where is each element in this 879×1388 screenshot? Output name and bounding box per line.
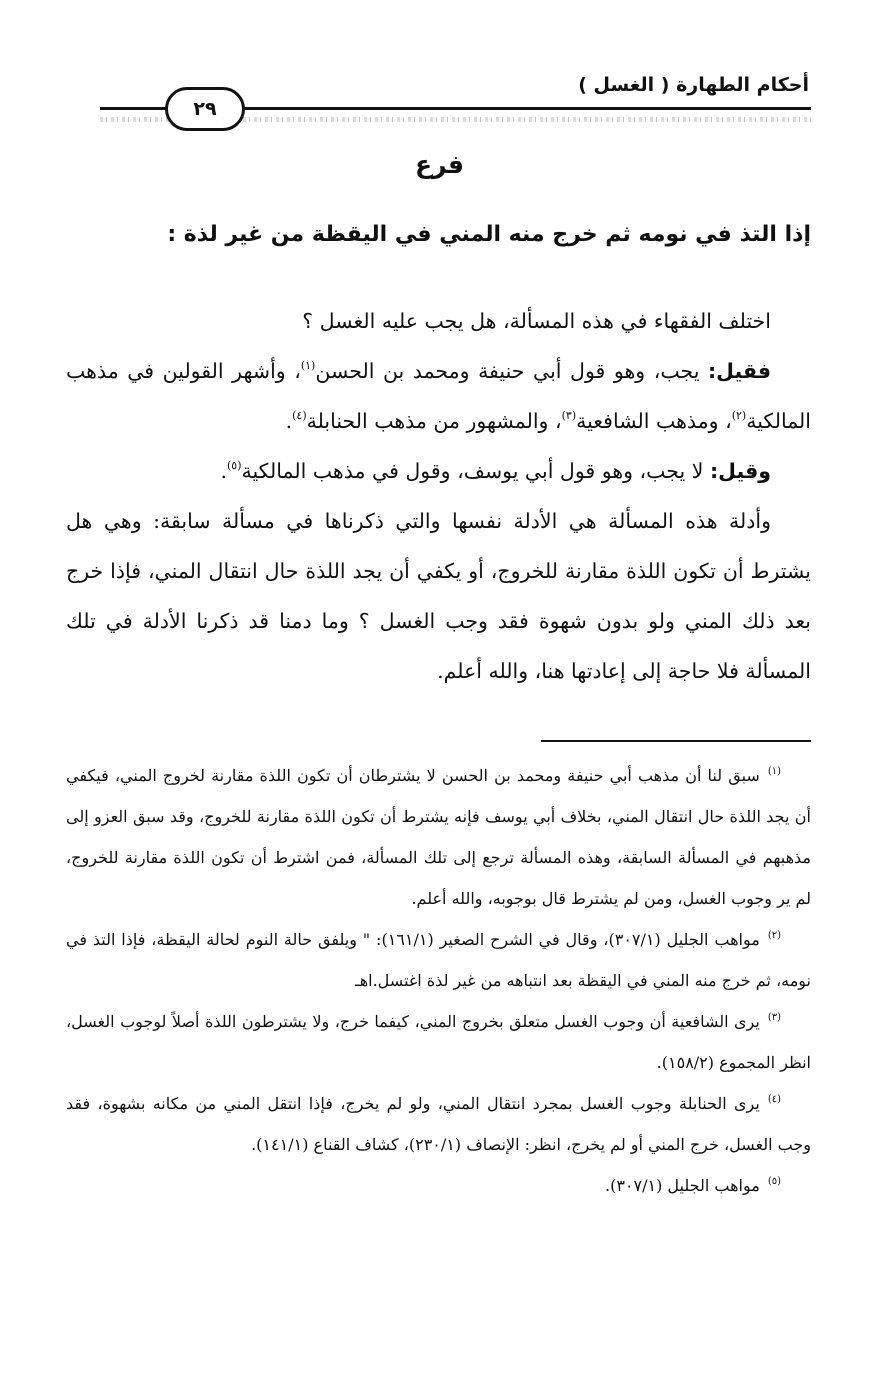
footnote-3-text: يرى الشافعية أن وجوب الغسل متعلق بخروج المني، كيفما خرج، ولا يشترطون اللذة أصلاً لوجوب الغسل، انظر المجموع (١٥٨/٢). — [66, 1012, 811, 1072]
section-label: فرع — [415, 150, 464, 179]
footnote-4 — [66, 1083, 811, 1165]
question-heading: إذا التذ في نومه ثم خرج منه المني في اليقظة من غير لذة : — [167, 222, 811, 247]
footnote-1 — [66, 755, 811, 919]
second-opinion-lead: وقيل: — [709, 459, 771, 483]
footnote-ref-4[interactable]: (٤) — [292, 409, 307, 422]
first-opinion-text-2: ، وأشهر القولين في مذهب المالكية — [66, 359, 811, 433]
first-opinion-text-3: ، ومذهب الشافعية — [576, 409, 732, 433]
footnote-2-mark: (٢) — [767, 930, 782, 941]
footnote-4-mark: (٤) — [767, 1094, 781, 1105]
first-opinion-text-5: . — [285, 409, 293, 433]
footnote-ref-3[interactable]: (٣) — [561, 409, 577, 422]
footnote-3-mark: (٣) — [767, 1012, 782, 1023]
second-opinion-paragraph — [66, 446, 811, 496]
second-opinion-text-1: لا يجب، وهو قول أبي يوسف، وقول في مذهب المالكية — [241, 459, 710, 483]
intro-paragraph: اختلف الفقهاء في هذه المسألة، هل يجب عليه الغسل ؟ — [302, 309, 771, 333]
page-number: ٢٩ — [165, 87, 245, 131]
footnote-separator — [541, 740, 811, 742]
first-opinion-paragraph — [66, 346, 811, 446]
first-opinion-text-1: يجب، وهو قول أبي حنيفة ومحمد بن الحسن — [315, 359, 708, 383]
footnote-ref-2[interactable]: (٢) — [731, 409, 747, 422]
footnote-5 — [66, 1165, 811, 1206]
footnote-3 — [66, 1001, 811, 1083]
footnote-2 — [66, 919, 811, 1001]
evidence-paragraph: وأدلة هذه المسألة هي الأدلة نفسها والتي ذكرناها في مسألة سابقة: وهي هل يشترط أن تكون اللذة مقارنة للخروج، أو يكفي أن يجد اللذة حال انتقال المني، فإذا خرج بعد ذلك المني ولو بدون شهوة فقد وجب الغسل ؟ وما دمنا قد ذكرنا الأدلة في تلك المسألة فلا حاجة إلى إعادتها هنا، والله أعلم. — [66, 509, 811, 683]
footnote-1-text: سبق لنا أن مذهب أبي حنيفة ومحمد بن الحسن لا يشترطان أن تكون اللذة مقارنة لخروج المني، فيكفي أن يجد اللذة حال انتقال المني، بخلاف أبي يوسف فإنه يشترط أن تكون اللذة مقارنة للخروج، وقد سبق العزو إلى مذهبهم في المسألة السابقة، وهذه المسألة ترجع إلى تلك المسألة، فمن اشترط أن تكون اللذة مقارنة للخروج، لم ير وجوب الغسل، ومن لم يشترط قال بوجوبه، والله أعلم. — [66, 766, 811, 908]
main-text — [66, 296, 811, 696]
second-opinion-text-2: . — [220, 459, 227, 483]
footnote-5-text: مواهب الجليل (٣٠٧/١). — [604, 1176, 760, 1195]
footnote-1-mark: (١) — [767, 766, 781, 777]
footnote-5-mark: (٥) — [767, 1176, 781, 1187]
footnote-ref-5[interactable]: (٥) — [226, 459, 242, 472]
footnote-ref-1[interactable]: (١) — [300, 359, 316, 372]
footnotes — [66, 755, 811, 1206]
footnote-2-text: مواهب الجليل (٣٠٧/١)، وقال في الشرح الصغير (١٦١/١): " ويلفق حالة النوم لحالة اليقظة، فإذا التذ في نومه، ثم خرج منه المني في اليقظة بعد انتباهه من غير لذة اغتسل.اهـ — [66, 930, 811, 990]
first-opinion-lead: فقيل: — [707, 359, 771, 383]
footnote-4-text: يرى الحنابلة وجوب الغسل بمجرد انتقال المني، ولو لم يخرج، فإذا انتقل المني من مكانه بشهوة، فقد وجب الغسل، خرج المني أو لم يخرج، انظر: الإنصاف (٢٣٠/١)، كشاف القناع (١٤١/١). — [66, 1094, 811, 1154]
running-header-title: أحكام الطهارة ( الغسل ) — [578, 74, 809, 96]
first-opinion-text-4: ، والمشهور من مذهب الحنابلة — [306, 409, 562, 433]
